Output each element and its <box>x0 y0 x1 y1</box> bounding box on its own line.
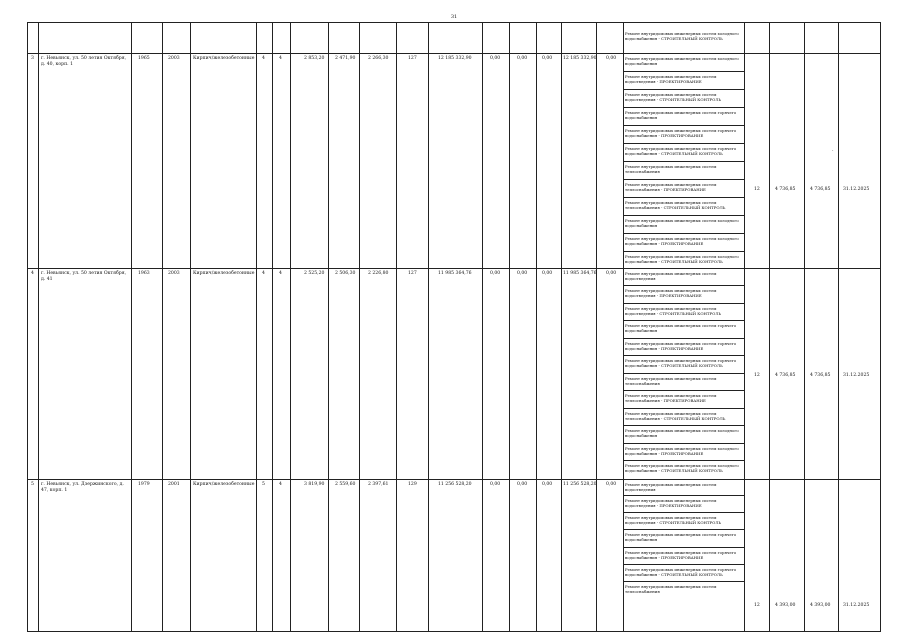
work-item: Ремонт внутридомовых инженерных систем теплоснабжения <box>625 164 717 174</box>
total-area-cell: 2 525,20 <box>304 271 325 276</box>
work-item: Ремонт внутридомовых инженерных систем холодного водоснабжения - ПРОЕКТИРОВАНИЕ <box>625 236 739 246</box>
work-item: Ремонт внутридомовых инженерных систем холодного водоснабжения <box>625 56 739 66</box>
cost-cell: 0,00 <box>542 56 553 61</box>
cost-fund-cell: 11 256 528,20 <box>563 482 597 487</box>
work-item: Ремонт внутридомовых инженерных систем холодного водоснабжения - СТРОИТЕЛЬНЫЙ КОНТРОЛЬ <box>625 463 739 473</box>
row-number: 4 <box>31 271 34 276</box>
cost-fund-cell: 11 985 364,76 <box>563 271 597 276</box>
unit-cell: 12 <box>754 373 760 378</box>
year-built-cell: 1965 <box>138 56 150 61</box>
specific-cost-cell: 4 393,00 <box>775 603 796 608</box>
living-area-cell: 2 559,60 <box>335 482 356 487</box>
entrances-cell: 4 <box>279 56 282 61</box>
work-item: Ремонт внутридомовых инженерных систем водоотведения - ПРОЕКТИРОВАНИЕ <box>625 74 717 84</box>
max-cost-cell: 4 736,85 <box>810 373 831 378</box>
row-number: 3 <box>31 56 34 61</box>
work-item: Ремонт внутридомовых инженерных систем теплоснабжения - ПРОЕКТИРОВАНИЕ <box>625 182 717 192</box>
unit-cell: 12 <box>754 603 760 608</box>
year-overhaul-cell: 2001 <box>168 482 180 487</box>
max-cost-cell: 4 393,00 <box>810 603 831 608</box>
work-item: Ремонт внутридомовых инженерных систем горячего водоснабжения - СТРОИТЕЛЬНЫЙ КОНТРОЛЬ <box>625 146 737 156</box>
address-cell: г. Невьянск, ул. Дзержинского, д. 47, корп. 1 <box>41 482 124 493</box>
work-item: Ремонт внутридомовых инженерных систем водоотведения - ПРОЕКТИРОВАНИЕ <box>625 288 717 298</box>
work-item: Ремонт внутридомовых инженерных систем водоотведения <box>625 271 717 281</box>
cost-cell: 0,00 <box>606 56 617 61</box>
address-cell: г. Невьянск, ул. 50 летия Октября, д. 40, корп. 1 <box>41 56 127 67</box>
work-item: Ремонт внутридомовых инженерных систем горячего водоснабжения <box>625 323 737 333</box>
cost-fund-cell: 12 185 332,90 <box>563 56 597 61</box>
year-built-cell: 1963 <box>138 271 150 276</box>
work-item: Ремонт внутридомовых инженерных систем горячего водоснабжения - ПРОЕКТИРОВАНИЕ <box>625 128 737 138</box>
work-item: Ремонт внутридомовых инженерных систем водоотведения - СТРОИТЕЛЬНЫЙ КОНТРОЛЬ <box>625 515 722 525</box>
work-item: Ремонт внутридомовых инженерных систем теплоснабжения <box>625 376 717 386</box>
cost-cell: 0,00 <box>517 56 528 61</box>
floors-cell: 5 <box>262 482 265 487</box>
unit-cell: 12 <box>754 187 760 192</box>
cost-cell: 0,00 <box>490 271 501 276</box>
residents-cell: 127 <box>408 56 417 61</box>
address-cell: г. Невьянск, ул. 50 летия Октября, д. 41 <box>41 271 127 282</box>
work-item: Ремонт внутридомовых инженерных систем холодного водоснабжения <box>625 218 739 228</box>
capital-repair-table <box>27 22 881 632</box>
wall-material-cell: Кирпич/железобетонные <box>193 482 255 487</box>
floors-cell: 4 <box>262 56 265 61</box>
work-item: Ремонт внутридомовых инженерных систем теплоснабжения - ПРОЕКТИРОВАНИЕ <box>625 393 717 403</box>
work-item: Ремонт внутридомовых инженерных систем горячего водоснабжения - СТРОИТЕЛЬНЫЙ КОНТРОЛЬ <box>625 567 737 577</box>
work-item: Ремонт внутридомовых инженерных систем горячего водоснабжения <box>625 110 737 120</box>
floors-cell: 4 <box>262 271 265 276</box>
residents-cell: 127 <box>408 271 417 276</box>
year-built-cell: 1979 <box>138 482 150 487</box>
work-item: Ремонт внутридомовых инженерных систем водоотведения - СТРОИТЕЛЬНЫЙ КОНТРОЛЬ <box>625 92 722 102</box>
work-item: Ремонт внутридомовых инженерных систем горячего водоснабжения - ПРОЕКТИРОВАНИЕ <box>625 341 737 351</box>
work-item: Ремонт внутридомовых инженерных систем теплоснабжения <box>625 584 717 594</box>
deadline-cell: 31.12.2025 <box>843 603 870 608</box>
specific-cost-cell: 4 736,85 <box>775 187 796 192</box>
wall-material-cell: Кирпич/железобетонные <box>193 56 255 61</box>
work-item: Ремонт внутридомовых инженерных систем теплоснабжения - СТРОИТЕЛЬНЫЙ КОНТРОЛЬ <box>625 411 726 421</box>
cost-cell: 0,00 <box>542 271 553 276</box>
work-item: Ремонт внутридомовых инженерных систем горячего водоснабжения - СТРОИТЕЛЬНЫЙ КОНТРОЛЬ <box>625 358 737 368</box>
wall-material-cell: Кирпич/железобетонные <box>193 271 255 276</box>
cost-total-cell: 12 185 332,90 <box>438 56 472 61</box>
cost-cell: 0,00 <box>606 482 617 487</box>
total-area-cell: 2 853,20 <box>304 56 325 61</box>
cost-total-cell: 11 985 364,76 <box>438 271 472 276</box>
living-area-cell: 2 506,30 <box>335 271 356 276</box>
work-item: Ремонт внутридомовых инженерных систем водоотведения - ПРОЕКТИРОВАНИЕ <box>625 498 717 508</box>
total-area-cell: 3 819,90 <box>304 482 325 487</box>
premises-area-cell: 2 397,61 <box>368 482 389 487</box>
work-item: Ремонт внутридомовых инженерных систем теплоснабжения - СТРОИТЕЛЬНЫЙ КОНТРОЛЬ <box>625 200 726 210</box>
premises-area-cell: 2 226,80 <box>368 271 389 276</box>
entrances-cell: 4 <box>279 482 282 487</box>
work-item: Ремонт внутридомовых инженерных систем водоотведения - СТРОИТЕЛЬНЫЙ КОНТРОЛЬ <box>625 306 722 316</box>
cost-cell: 0,00 <box>490 56 501 61</box>
work-item: Ремонт внутридомовых инженерных систем холодного водоснабжения <box>625 428 739 438</box>
year-overhaul-cell: 2003 <box>168 56 180 61</box>
cost-cell: 0,00 <box>542 482 553 487</box>
cost-cell: 0,00 <box>606 271 617 276</box>
entrances-cell: 4 <box>279 271 282 276</box>
work-item: Ремонт внутридомовых инженерных систем холодного водоснабжения - СТРОИТЕЛЬНЫЙ КОНТРОЛЬ <box>625 31 739 41</box>
cost-cell: 0,00 <box>517 482 528 487</box>
living-area-cell: 2 471,90 <box>335 56 356 61</box>
residents-cell: 129 <box>408 482 417 487</box>
work-item: Ремонт внутридомовых инженерных систем горячего водоснабжения <box>625 532 737 542</box>
year-overhaul-cell: 2003 <box>168 271 180 276</box>
work-item: Ремонт внутридомовых инженерных систем горячего водоснабжения - ПРОЕКТИРОВАНИЕ <box>625 550 737 560</box>
work-item: Ремонт внутридомовых инженерных систем холодного водоснабжения - ПРОЕКТИРОВАНИЕ <box>625 446 739 456</box>
cost-total-cell: 11 256 528,20 <box>438 482 472 487</box>
work-item: Ремонт внутридомовых инженерных систем холодного водоснабжения - СТРОИТЕЛЬНЫЙ КОНТРОЛЬ <box>625 254 739 264</box>
cost-cell: 0,00 <box>517 271 528 276</box>
work-item: Ремонт внутридомовых инженерных систем водоотведения <box>625 482 717 492</box>
specific-cost-cell: 4 736,85 <box>775 373 796 378</box>
cost-cell: 0,00 <box>490 482 501 487</box>
scan-mark: · <box>832 148 834 154</box>
deadline-cell: 31.12.2025 <box>843 187 870 192</box>
deadline-cell: 31.12.2025 <box>843 373 870 378</box>
page-number: 31 <box>450 14 458 20</box>
row-number: 5 <box>31 482 34 487</box>
max-cost-cell: 4 736,85 <box>810 187 831 192</box>
premises-area-cell: 2 266,30 <box>368 56 389 61</box>
